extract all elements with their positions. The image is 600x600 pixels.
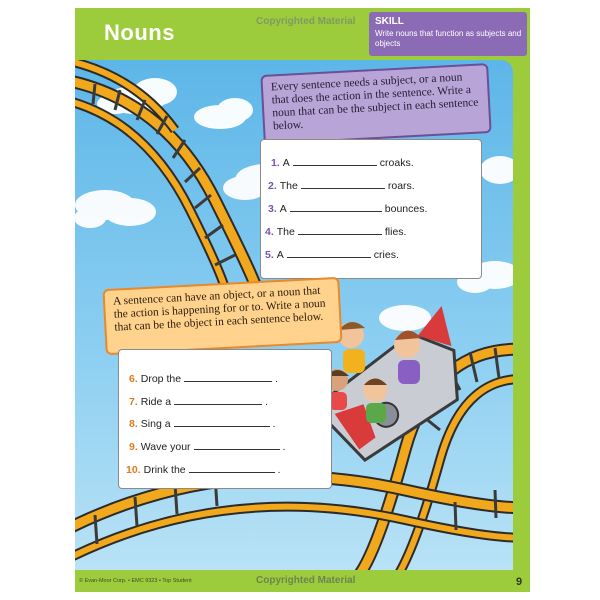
- subject-instructions: Every sentence needs a subject, or a noun that does the action in the sentence. Write a noun that can be the subject in each sentence below.: [260, 63, 491, 145]
- copyright-notice-bottom: Copyrighted Material: [256, 575, 356, 586]
- answer-blank[interactable]: [189, 463, 275, 473]
- object-instructions: A sentence can have an object, or a noun that the action is happening for or to. Write a noun that can be the object in each sentence below.: [102, 277, 342, 355]
- item-prefix: Sing a: [140, 418, 171, 430]
- list-item: [129, 372, 278, 385]
- item-suffix: .: [272, 418, 276, 430]
- item-suffix: flies.: [384, 226, 407, 238]
- item-prefix: Drink the: [143, 464, 186, 476]
- item-suffix: bounces.: [384, 203, 428, 215]
- item-prefix: The: [276, 226, 295, 238]
- item-number: 5.: [265, 249, 274, 261]
- list-item: [268, 179, 415, 192]
- item-prefix: A: [276, 249, 284, 261]
- item-prefix: A: [279, 203, 287, 215]
- answer-blank[interactable]: [174, 417, 270, 427]
- list-item: [129, 440, 285, 453]
- item-number: 10.: [126, 464, 141, 476]
- answer-blank[interactable]: [184, 372, 272, 382]
- list-item: [265, 248, 399, 261]
- skill-description: Write nouns that function as subjects and objects: [375, 29, 522, 48]
- answer-blank[interactable]: [174, 395, 262, 405]
- item-suffix: croaks.: [379, 157, 414, 169]
- object-answer-card: [118, 349, 332, 489]
- item-suffix: .: [282, 441, 286, 453]
- item-prefix: Drop the: [140, 373, 182, 385]
- item-suffix: cries.: [373, 249, 399, 261]
- page-title: Nouns: [104, 20, 175, 45]
- item-prefix: Ride a: [140, 396, 172, 408]
- item-number: 4.: [265, 226, 274, 238]
- list-item: [265, 225, 406, 238]
- list-item: [129, 417, 275, 430]
- worksheet-page: [75, 8, 530, 592]
- subject-answer-card: [260, 139, 482, 279]
- item-number: 8.: [129, 418, 138, 430]
- publisher-credit: © Evan-Moor Corp. • EMC 9323 • Top Student: [79, 578, 192, 584]
- item-number: 3.: [268, 203, 277, 215]
- skill-label: SKILL: [375, 16, 404, 27]
- answer-blank[interactable]: [194, 440, 280, 450]
- answer-blank[interactable]: [301, 179, 385, 189]
- list-item: [129, 395, 268, 408]
- list-item: [271, 156, 414, 169]
- item-number: 7.: [129, 396, 138, 408]
- page-number: 9: [516, 576, 523, 588]
- item-prefix: A: [282, 157, 290, 169]
- item-suffix: .: [275, 373, 278, 385]
- answer-blank[interactable]: [287, 248, 371, 258]
- item-suffix: .: [277, 464, 281, 476]
- answer-blank[interactable]: [298, 225, 382, 235]
- copyright-notice-top: Copyrighted Material: [256, 16, 356, 27]
- item-prefix: Wave your: [140, 441, 191, 453]
- answer-blank[interactable]: [293, 156, 377, 166]
- item-prefix: The: [279, 180, 298, 192]
- item-number: 2.: [268, 180, 277, 192]
- item-number: 1.: [271, 157, 280, 169]
- item-number: 9.: [129, 441, 138, 453]
- list-item: [268, 202, 427, 215]
- list-item: [126, 463, 281, 476]
- item-suffix: .: [265, 396, 269, 408]
- item-number: 6.: [129, 373, 138, 385]
- item-suffix: roars.: [387, 180, 415, 192]
- answer-blank[interactable]: [290, 202, 382, 212]
- skill-box: [369, 12, 527, 56]
